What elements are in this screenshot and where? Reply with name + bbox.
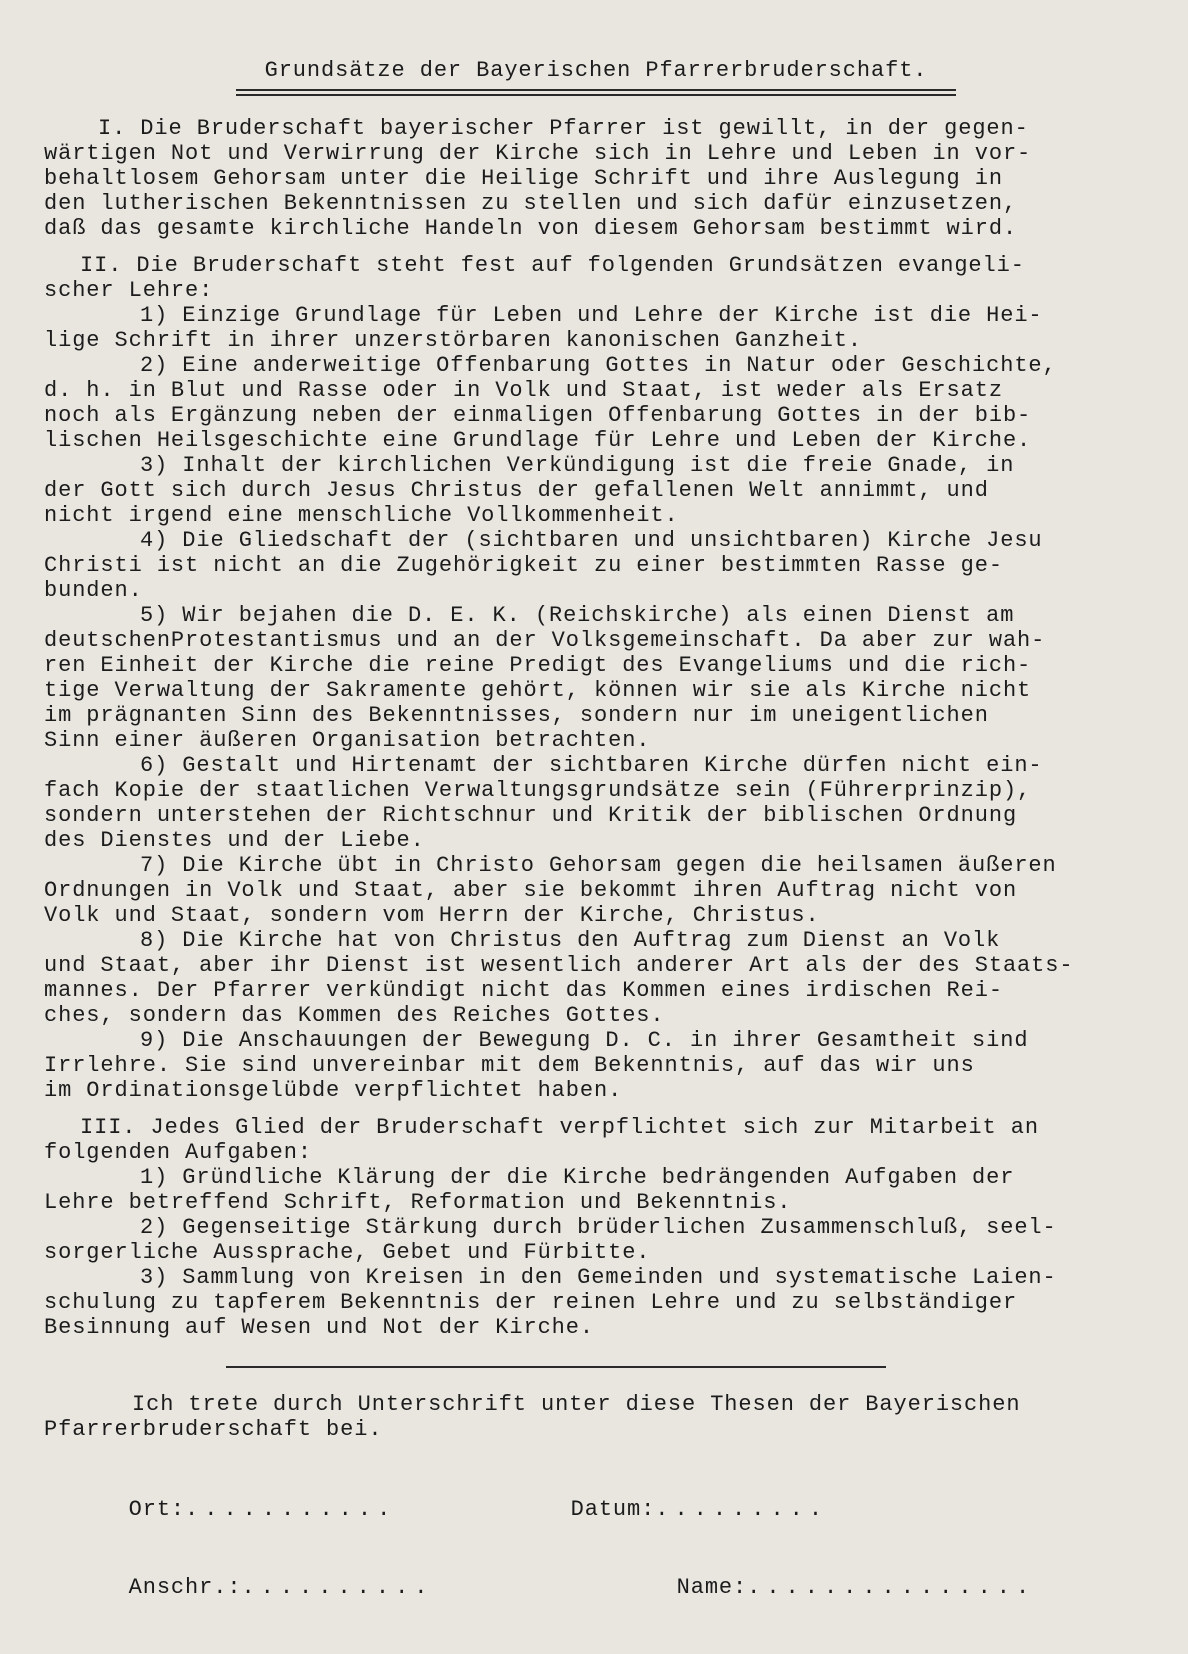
declaration-line: Pfarrerbruderschaft bei. bbox=[44, 1417, 383, 1442]
point-line: 2) Eine anderweitige Offenbarung Gottes in Natur oder Geschichte, bbox=[140, 353, 1057, 378]
point-line: 1) Einzige Grundlage für Leben und Lehre der Kirche ist die Hei- bbox=[140, 303, 1043, 328]
section-1-line: den lutherischen Bekenntnissen zu stellen und sich dafür einzusetzen, bbox=[44, 191, 1018, 216]
point-line: Irrlehre. Sie sind unvereinbar mit dem Bekenntnis, auf das wir uns bbox=[44, 1053, 975, 1078]
point-line: ches, sondern das Kommen des Reiches Gottes. bbox=[44, 1003, 665, 1028]
anschr-dots: .......... bbox=[241, 1575, 434, 1600]
section-1-line: behaltlosem Gehorsam unter die Heilige Schrift und ihre Auslegung in bbox=[44, 166, 1003, 191]
section-2-intro-line: scher Lehre: bbox=[44, 278, 214, 303]
name-label: Name: bbox=[676, 1575, 748, 1600]
section-3 bbox=[44, 1115, 1148, 1340]
point-line: 4) Die Gliedschaft der (sichtbaren und unsichtbaren) Kirche Jesu bbox=[140, 528, 1043, 553]
section-2-point-3 bbox=[44, 453, 1148, 528]
point-line: d. h. in Blut und Rasse oder in Volk und Staat, ist weder als Ersatz bbox=[44, 378, 1003, 403]
separator-rule bbox=[226, 1366, 886, 1368]
point-line: fach Kopie der staatlichen Verwaltungsgrundsätze sein (Führerprinzip), bbox=[44, 778, 1032, 803]
anschr-field[interactable] bbox=[44, 1550, 433, 1625]
ort-field[interactable] bbox=[44, 1472, 396, 1547]
section-1-line: I. Die Bruderschaft bayerischer Pfarrer ist gewillt, in der gegen- bbox=[98, 116, 1029, 141]
datum-label: Datum: bbox=[570, 1497, 656, 1522]
point-line: 1) Gründliche Klärung der die Kirche bedrängenden Aufgaben der bbox=[140, 1165, 1015, 1190]
point-line: und Staat, aber ihr Dienst ist wesentlich anderer Art als der des Staats- bbox=[44, 953, 1074, 978]
point-line: 3) Sammlung von Kreisen in den Gemeinden und systematische Laien- bbox=[140, 1265, 1057, 1290]
point-line: lige Schrift in ihrer unzerstörbaren kanonischen Ganzheit. bbox=[44, 328, 862, 353]
name-field[interactable] bbox=[592, 1550, 1035, 1625]
datum-field[interactable] bbox=[486, 1472, 828, 1547]
section-2-point-6 bbox=[44, 753, 1148, 853]
section-2-point-5 bbox=[44, 603, 1148, 753]
title-double-rule bbox=[236, 89, 956, 96]
declaration-line: Ich trete durch Unterschrift unter diese Thesen der Bayerischen bbox=[132, 1392, 1021, 1417]
point-line: der Gott sich durch Jesus Christus der gefallenen Welt annimmt, und bbox=[44, 478, 989, 503]
section-3-point-1 bbox=[44, 1165, 1148, 1215]
ort-dots: ........... bbox=[185, 1497, 397, 1522]
section-2-intro-line: II. Die Bruderschaft steht fest auf folgenden Grundsätzen evangeli- bbox=[80, 253, 1025, 278]
point-line: Lehre betreffend Schrift, Reformation und Bekenntnis. bbox=[44, 1190, 792, 1215]
point-line: Ordnungen in Volk und Staat, aber sie bekommt ihren Auftrag nicht von bbox=[44, 878, 1018, 903]
point-line: lischen Heilsgeschichte eine Grundlage für Lehre und Leben der Kirche. bbox=[44, 428, 1032, 453]
section-3-intro-line: III. Jedes Glied der Bruderschaft verpflichtet sich zur Mitarbeit an bbox=[80, 1115, 1039, 1140]
section-2-point-7 bbox=[44, 853, 1148, 928]
point-line: tige Verwaltung der Sakramente gehört, können wir sie als Kirche nicht bbox=[44, 678, 1032, 703]
point-line: nicht irgend eine menschliche Vollkommenheit. bbox=[44, 503, 679, 528]
point-line: 2) Gegenseitige Stärkung durch brüderlichen Zusammenschluß, seel- bbox=[140, 1215, 1057, 1240]
section-1 bbox=[44, 116, 1148, 241]
document-title: Grundsätze der Bayerischen Pfarrerbruderschaft. bbox=[264, 58, 928, 83]
point-line: im prägnanten Sinn des Bekenntnisses, sondern nur im uneigentlichen bbox=[44, 703, 989, 728]
point-line: im Ordinationsgelübde verpflichtet haben. bbox=[44, 1078, 623, 1103]
section-3-point-2 bbox=[44, 1215, 1148, 1265]
point-line: Besinnung auf Wesen und Not der Kirche. bbox=[44, 1315, 594, 1340]
section-2-point-8 bbox=[44, 928, 1148, 1028]
point-line: Christi ist nicht an die Zugehörigkeit zu einer bestimmten Rasse ge- bbox=[44, 553, 1003, 578]
section-3-point-3 bbox=[44, 1265, 1148, 1340]
ort-label: Ort: bbox=[128, 1497, 186, 1522]
point-line: sondern unterstehen der Richtschnur und Kritik der biblischen Ordnung bbox=[44, 803, 1018, 828]
section-3-intro-line: folgenden Aufgaben: bbox=[44, 1140, 312, 1165]
section-1-line: wärtigen Not und Verwirrung der Kirche sich in Lehre und Leben in vor- bbox=[44, 141, 1032, 166]
signature-form bbox=[44, 1442, 1148, 1654]
point-line: 3) Inhalt der kirchlichen Verkündigung ist die freie Gnade, in bbox=[140, 453, 1015, 478]
anschr-label: Anschr.: bbox=[128, 1575, 242, 1600]
section-2 bbox=[44, 253, 1148, 1103]
section-2-point-2 bbox=[44, 353, 1148, 453]
section-2-point-1 bbox=[44, 303, 1148, 353]
point-line: bunden. bbox=[44, 578, 143, 603]
point-line: ren Einheit der Kirche die reine Predigt des Evangeliums und die rich- bbox=[44, 653, 1032, 678]
point-line: mannes. Der Pfarrer verkündigt nicht das Kommen eines irdischen Rei- bbox=[44, 978, 1003, 1003]
point-line: des Dienstes und der Liebe. bbox=[44, 828, 425, 853]
point-line: sorgerliche Aussprache, Gebet und Fürbitte. bbox=[44, 1240, 651, 1265]
point-line: 5) Wir bejahen die D. E. K. (Reichskirche) als einen Dienst am bbox=[140, 603, 1015, 628]
section-1-line: daß das gesamte kirchliche Handeln von diesem Gehorsam bestimmt wird. bbox=[44, 216, 1018, 241]
point-line: Sinn einer äußeren Organisation betrachten. bbox=[44, 728, 651, 753]
point-line: noch als Ergänzung neben der einmaligen Offenbarung Gottes in der bib- bbox=[44, 403, 1032, 428]
declaration bbox=[44, 1392, 1148, 1442]
point-line: deutschenProtestantismus und an der Volksgemeinschaft. Da aber zur wah- bbox=[44, 628, 1046, 653]
point-line: 8) Die Kirche hat von Christus den Auftrag zum Dienst an Volk bbox=[140, 928, 1001, 953]
section-2-point-4 bbox=[44, 528, 1148, 603]
section-2-point-9 bbox=[44, 1028, 1148, 1103]
point-line: 9) Die Anschauungen der Bewegung D. C. in ihrer Gesamtheit sind bbox=[140, 1028, 1029, 1053]
point-line: 6) Gestalt und Hirtenamt der sichtbaren Kirche dürfen nicht ein- bbox=[140, 753, 1043, 778]
name-dots: ............... bbox=[747, 1575, 1036, 1600]
point-line: schulung zu tapferem Bekenntnis der reinen Lehre und zu selbständiger bbox=[44, 1290, 1018, 1315]
point-line: Volk und Staat, sondern vom Herrn der Kirche, Christus. bbox=[44, 903, 820, 928]
datum-dots: ......... bbox=[655, 1497, 829, 1522]
point-line: 7) Die Kirche übt in Christo Gehorsam gegen die heilsamen äußeren bbox=[140, 853, 1057, 878]
